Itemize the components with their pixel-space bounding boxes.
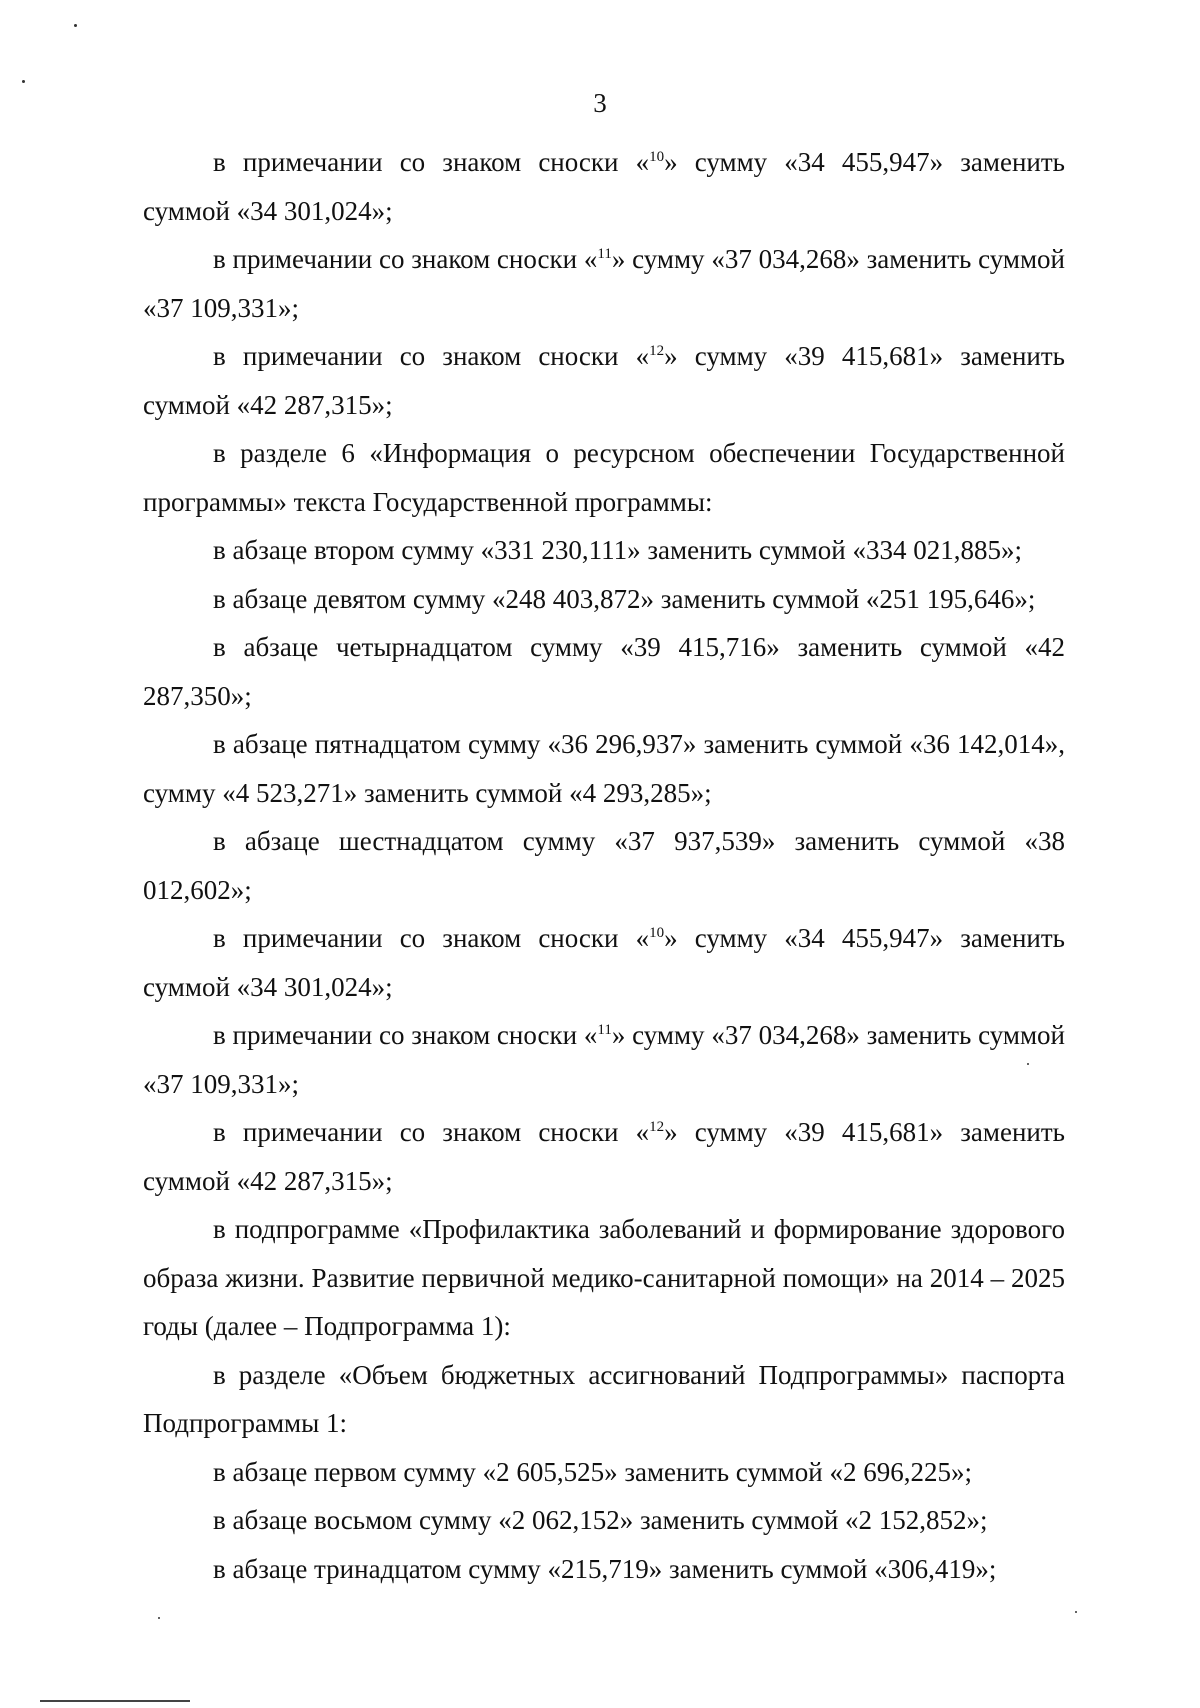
scan-edge-line bbox=[40, 1700, 190, 1702]
paragraph-text: » сумму «34 455,947» заменить суммой «34 301,024»; bbox=[143, 923, 1065, 1002]
paragraph-text: в абзаце пятнадцатом сумму «36 296,937» заменить суммой «36 142,014», сумму «4 523,271» заменить суммой «4 293,285»; bbox=[143, 729, 1065, 808]
footnote-mark: 11 bbox=[597, 1022, 612, 1038]
paragraph-text: в примечании со знаком сноски « bbox=[213, 923, 650, 953]
paragraph-text: в абзаце девятом сумму «248 403,872» заменить суммой «251 195,646»; bbox=[213, 583, 1036, 614]
paragraph bbox=[143, 1011, 1065, 1108]
paragraph-text: в подпрограмме «Профилактика заболеваний и формирование здорового образа жизни. Развитие первичной медико-санитарной помощи» на 2014 – 2025 годы (далее – Подпрограмма 1): bbox=[143, 1214, 1065, 1341]
paragraph bbox=[143, 575, 1065, 624]
paragraph-text: » сумму «37 034,268» заменить суммой «37 109,331»; bbox=[143, 244, 1065, 323]
paragraph bbox=[143, 1448, 1065, 1497]
paragraph-text: в примечании со знаком сноски « bbox=[213, 341, 650, 371]
paragraph-text: » сумму «37 034,268» заменить суммой «37 109,331»; bbox=[143, 1020, 1065, 1099]
paragraph bbox=[143, 235, 1065, 332]
footnote-mark: 10 bbox=[649, 925, 665, 941]
paragraph-text: в абзаце тринадцатом сумму «215,719» заменить суммой «306,419»; bbox=[213, 1553, 997, 1584]
paragraph bbox=[143, 1496, 1065, 1545]
paragraph bbox=[143, 1351, 1065, 1448]
paragraph-text: в разделе «Объем бюджетных ассигнований Подпрограммы» паспорта Подпрограммы 1: bbox=[143, 1359, 1065, 1438]
paragraph-text: » сумму «39 415,681» заменить суммой «42 287,315»; bbox=[143, 341, 1065, 420]
paragraph bbox=[143, 1545, 1065, 1594]
paragraph-text: в абзаце четырнадцатом сумму «39 415,716» заменить суммой «42 287,350»; bbox=[143, 632, 1065, 711]
scan-speck bbox=[1075, 1611, 1077, 1613]
paragraph-text: в примечании со знаком сноски « bbox=[213, 147, 650, 177]
paragraph bbox=[143, 623, 1065, 720]
paragraph bbox=[143, 1205, 1065, 1351]
footnote-mark: 12 bbox=[649, 343, 665, 359]
document-body bbox=[143, 138, 1065, 1593]
footnote-mark: 12 bbox=[649, 1119, 665, 1135]
paragraph-text: в абзаце первом сумму «2 605,525» заменить суммой «2 696,225»; bbox=[213, 1456, 972, 1487]
paragraph-text: в абзаце восьмом сумму «2 062,152» заменить суммой «2 152,852»; bbox=[213, 1505, 988, 1535]
scan-speck bbox=[158, 1617, 160, 1619]
page-number: 3 bbox=[593, 88, 607, 118]
paragraph bbox=[143, 526, 1065, 575]
paragraph-text: в абзаце шестнадцатом сумму «37 937,539» заменить суммой «38 012,602»; bbox=[143, 826, 1065, 905]
paragraph-text: в примечании со знаком сноски « bbox=[213, 1117, 650, 1147]
paragraph bbox=[143, 817, 1065, 914]
paragraph bbox=[143, 1108, 1065, 1205]
paragraph bbox=[143, 332, 1065, 429]
paragraph bbox=[143, 720, 1065, 817]
scan-speck bbox=[1027, 1063, 1029, 1065]
footnote-mark: 10 bbox=[649, 149, 665, 165]
paragraph-text: » сумму «39 415,681» заменить суммой «42 287,315»; bbox=[143, 1117, 1065, 1196]
scan-speck bbox=[74, 24, 77, 27]
paragraph bbox=[143, 914, 1065, 1011]
paragraph-text: в абзаце втором сумму «331 230,111» заменить суммой «334 021,885»; bbox=[213, 535, 1022, 565]
paragraph bbox=[143, 138, 1065, 235]
paragraph bbox=[143, 429, 1065, 526]
scan-speck bbox=[22, 80, 25, 83]
paragraph-text: в примечании со знаком сноски « bbox=[213, 1020, 598, 1050]
footnote-mark: 11 bbox=[597, 246, 612, 262]
paragraph-text: в разделе 6 «Информация о ресурсном обеспечении Государственной программы» текста Государственной программы: bbox=[143, 438, 1065, 517]
paragraph-text: » сумму «34 455,947» заменить суммой «34 301,024»; bbox=[143, 147, 1065, 226]
paragraph-text: в примечании со знаком сноски « bbox=[213, 244, 598, 274]
